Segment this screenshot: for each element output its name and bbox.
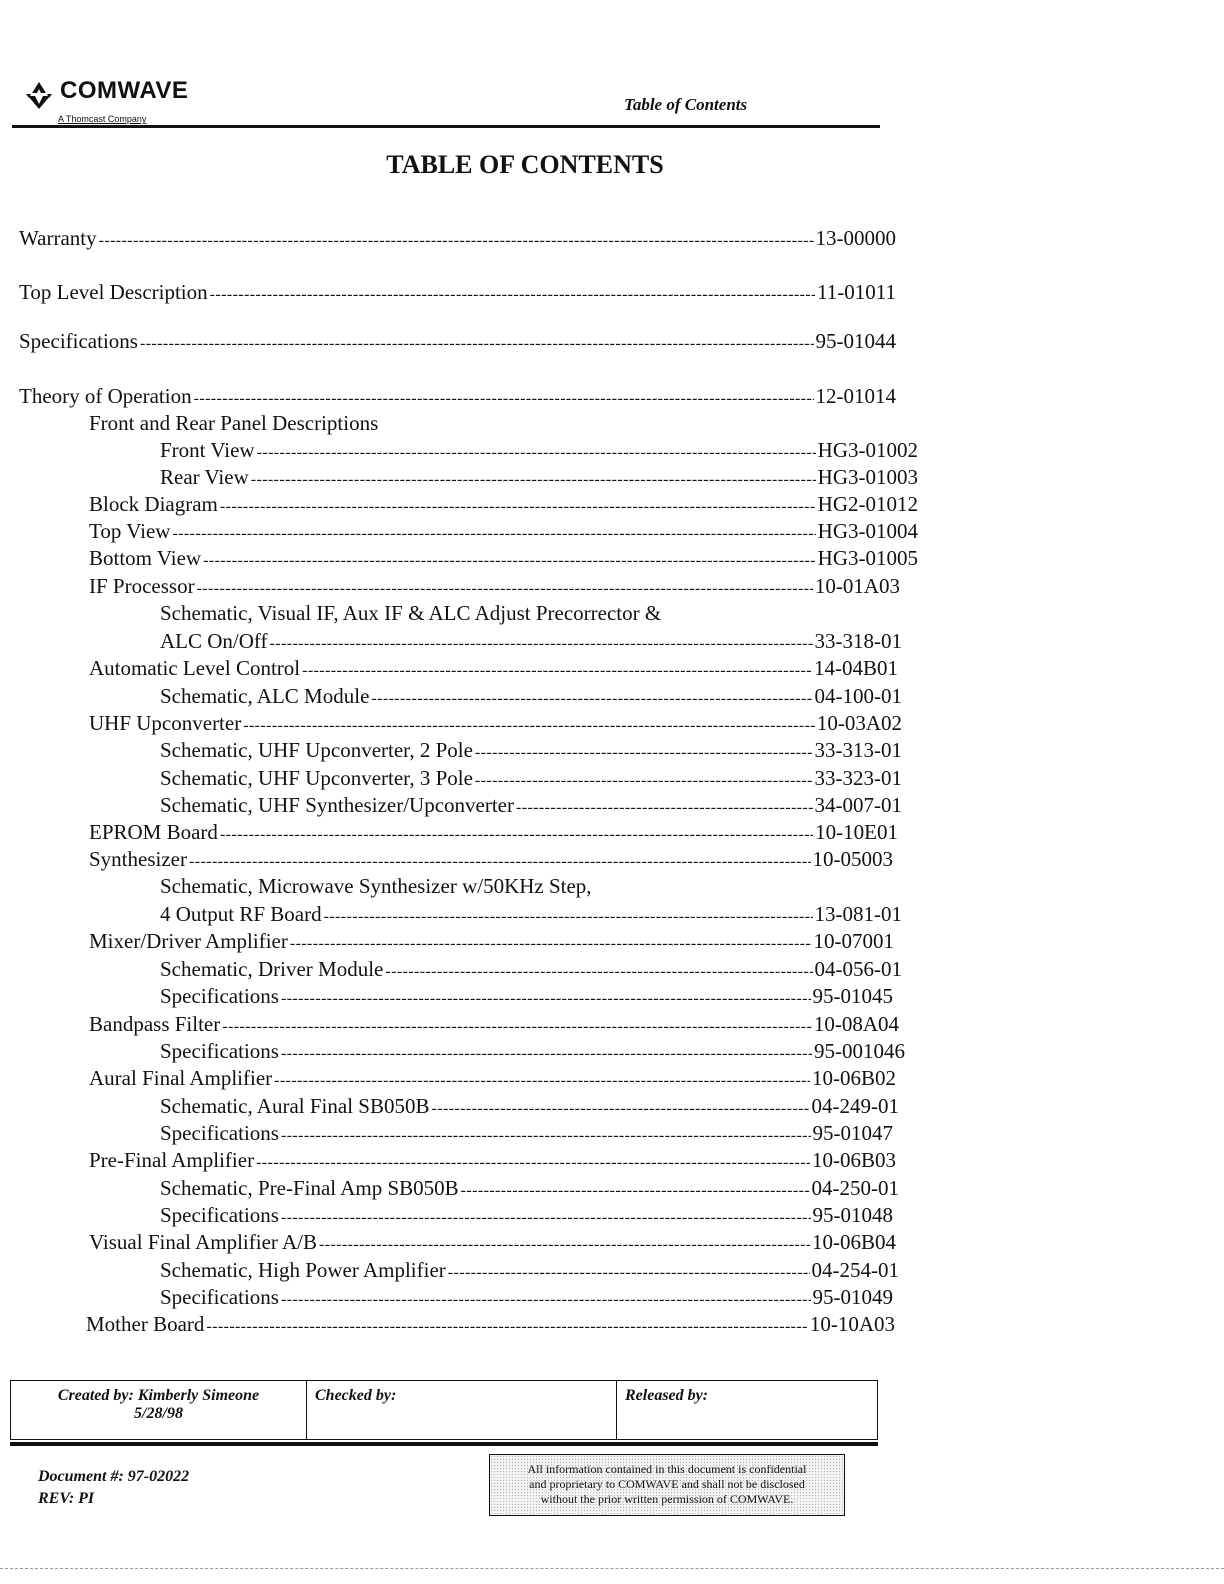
toc-entry-title: Automatic Level Control — [89, 656, 301, 680]
toc-leader-dashes — [222, 1017, 812, 1037]
toc-entry-code: 10-01A03 — [814, 574, 900, 598]
toc-leader-dashes — [431, 1099, 809, 1119]
toc-entry-code: 95-001046 — [814, 1039, 905, 1063]
brand-name: COMWAVE — [60, 77, 189, 104]
confidential-line: and proprietary to COMWAVE and shall not be disclosed — [529, 1477, 805, 1491]
toc-leader-dashes — [243, 716, 815, 736]
toc-leader-dashes — [251, 470, 816, 490]
toc-entry — [160, 1175, 899, 1202]
toc-entry — [160, 901, 902, 928]
released-by-cell — [617, 1381, 877, 1439]
toc-entry — [160, 683, 902, 710]
toc-leader-dashes — [274, 1071, 810, 1091]
toc-entry-title: Schematic, Pre-Final Amp SB050B — [160, 1176, 459, 1200]
toc-entry — [160, 873, 592, 900]
toc-entry — [160, 792, 902, 819]
toc-entry — [160, 437, 918, 464]
toc-entry-code: 13-081-01 — [814, 902, 902, 926]
toc-entry — [89, 410, 378, 437]
toc-entry-code: 95-01048 — [812, 1203, 893, 1227]
created-date: 5/28/98 — [134, 1405, 183, 1422]
toc-leader-dashes — [99, 231, 814, 251]
toc-entry-title: Mother Board — [86, 1312, 205, 1336]
toc-entry — [89, 846, 893, 873]
toc-leader-dashes — [281, 1126, 811, 1146]
toc-entry-title: Front and Rear Panel Descriptions — [89, 411, 379, 435]
toc-leader-dashes — [140, 334, 814, 354]
toc-entry-title: Top Level Description — [19, 280, 208, 304]
toc-entry-title: Top View — [89, 519, 171, 543]
toc-entry-code: 10-10E01 — [815, 820, 898, 844]
toc-entry-code: HG2-01012 — [817, 492, 918, 516]
toc-entry-title: IF Processor — [89, 574, 195, 598]
toc-leader-dashes — [197, 579, 813, 599]
toc-entry-code: 10-07001 — [813, 929, 894, 953]
toc-entry-title: Theory of Operation — [19, 384, 192, 408]
toc-entry — [160, 956, 902, 983]
toc-entry-title: Schematic, Driver Module — [160, 957, 384, 981]
toc-entry — [160, 1093, 899, 1120]
released-by-label: Released by: — [625, 1387, 709, 1404]
toc-entry-code: 13-00000 — [815, 226, 896, 250]
toc-entry — [89, 573, 900, 600]
toc-leader-dashes — [324, 907, 813, 927]
toc-entry-code: 10-06B03 — [812, 1148, 896, 1172]
toc-leader-dashes — [281, 989, 811, 1009]
toc-leader-dashes — [319, 1235, 810, 1255]
toc-entry-code: 12-01014 — [815, 384, 896, 408]
toc-entry-title: UHF Upconverter — [89, 711, 242, 735]
toc-entry-title: ALC On/Off — [160, 629, 268, 653]
toc-entry — [19, 279, 896, 306]
toc-leader-dashes — [270, 634, 813, 654]
toc-entry-title: Warranty — [19, 226, 97, 250]
confidential-line: All information contained in this document is confidential — [527, 1462, 807, 1476]
toc-entry-code: 10-06B02 — [812, 1066, 896, 1090]
toc-entry-code: 33-318-01 — [814, 629, 902, 653]
toc-leader-dashes — [281, 1044, 812, 1064]
document-revision: REV: PI — [38, 1490, 95, 1507]
toc-leader-dashes — [290, 934, 812, 954]
toc-entry-title: Specifications — [160, 984, 279, 1008]
toc-entry — [160, 1257, 899, 1284]
toc-entry — [160, 983, 893, 1010]
toc-entry-title: Specifications — [160, 1039, 279, 1063]
toc-entry-title: Specifications — [160, 1121, 279, 1145]
toc-entry — [160, 600, 661, 627]
toc-entry — [19, 383, 896, 410]
toc-entry — [160, 737, 902, 764]
toc-entry — [89, 1147, 896, 1174]
toc-entry — [89, 710, 902, 737]
toc-entry-code: 95-01049 — [812, 1285, 893, 1309]
toc-entry-title: Schematic, Aural Final SB050B — [160, 1094, 430, 1118]
toc-entry-title: Schematic, Microwave Synthesizer w/50KHz Step, — [160, 874, 592, 898]
toc-leader-dashes — [281, 1208, 811, 1228]
toc-entry-title: Aural Final Amplifier — [89, 1066, 273, 1090]
page-bottom-rule — [0, 1568, 1224, 1569]
toc-entry-code: 04-254-01 — [811, 1258, 899, 1282]
toc-entry-code: 33-313-01 — [814, 738, 902, 762]
toc-leader-dashes — [194, 389, 814, 409]
confidential-line: without the prior written permission of COMWAVE. — [540, 1492, 794, 1506]
footer-divider — [10, 1442, 878, 1446]
toc-leader-dashes — [210, 285, 815, 305]
toc-entry-code: 11-01011 — [817, 280, 896, 304]
toc-entry — [160, 464, 918, 491]
toc-leader-dashes — [461, 1181, 810, 1201]
created-by-cell — [11, 1381, 307, 1439]
toc-entry-code: HG3-01004 — [817, 519, 918, 543]
toc-leader-dashes — [371, 689, 812, 709]
toc-entry-title: Schematic, High Power Amplifier — [160, 1258, 446, 1282]
toc-entry-code: 10-03A02 — [816, 711, 902, 735]
toc-entry-title: Schematic, Visual IF, Aux IF & ALC Adjust Precorrector & — [160, 601, 662, 625]
toc-entry — [89, 1065, 896, 1092]
toc-entry-title: 4 Output RF Board — [160, 902, 322, 926]
toc-entry-code: HG3-01002 — [817, 438, 918, 462]
toc-entry-title: Pre-Final Amplifier — [89, 1148, 255, 1172]
toc-entry-code: 95-01045 — [812, 984, 893, 1008]
header-section-title: Table of Contents — [624, 95, 748, 114]
toc-entry-title: EPROM Board — [89, 820, 218, 844]
document-number: Document #: 97-02022 — [38, 1468, 190, 1485]
toc-entry — [160, 1120, 893, 1147]
toc-entry — [160, 1038, 905, 1065]
toc-entry — [89, 518, 918, 545]
toc-entry-title: Block Diagram — [89, 492, 218, 516]
toc-entry-title: Visual Final Amplifier A/B — [89, 1230, 317, 1254]
toc-entry-code: 95-01047 — [812, 1121, 893, 1145]
toc-leader-dashes — [220, 825, 813, 845]
checked-by-label: Checked by: — [315, 1387, 397, 1404]
toc-entry — [89, 819, 898, 846]
toc-entry — [89, 928, 894, 955]
toc-entry-code: HG3-01005 — [817, 546, 918, 570]
toc-entry — [160, 628, 902, 655]
toc-entry-title: Front View — [160, 438, 255, 462]
toc-leader-dashes — [256, 1153, 810, 1173]
toc-leader-dashes — [448, 1263, 810, 1283]
toc-entry-code: 10-10A03 — [809, 1312, 895, 1336]
toc-entry-code: 10-06B04 — [812, 1230, 896, 1254]
toc-leader-dashes — [257, 443, 816, 463]
page-title: TABLE OF CONTENTS — [386, 150, 664, 179]
toc-leader-dashes — [220, 497, 816, 517]
document-info — [38, 1466, 189, 1510]
confidentiality-notice — [489, 1454, 845, 1516]
toc-entry-title: Specifications — [19, 329, 138, 353]
toc-entry — [86, 1311, 895, 1338]
toc-leader-dashes — [281, 1290, 811, 1310]
toc-entry-code: 95-01044 — [815, 329, 896, 353]
toc-entry-code: 34-007-01 — [814, 793, 902, 817]
toc-entry-code: 04-100-01 — [814, 684, 902, 708]
toc-entry-title: Bandpass Filter — [89, 1012, 221, 1036]
toc-entry-code: 04-056-01 — [814, 957, 902, 981]
toc-entry — [160, 1284, 893, 1311]
toc-entry — [89, 655, 898, 682]
toc-leader-dashes — [172, 524, 815, 544]
toc-leader-dashes — [385, 962, 812, 982]
signature-block — [10, 1380, 878, 1440]
toc-leader-dashes — [516, 798, 813, 818]
toc-entry-title: Specifications — [160, 1203, 279, 1227]
toc-leader-dashes — [203, 551, 816, 571]
toc-entry — [160, 1202, 893, 1229]
toc-entry — [89, 1011, 899, 1038]
toc-entry-title: Mixer/Driver Amplifier — [89, 929, 288, 953]
toc-entry — [19, 225, 896, 252]
toc-entry — [19, 328, 896, 355]
toc-entry-code: 10-08A04 — [813, 1012, 899, 1036]
checked-by-cell — [307, 1381, 617, 1439]
toc-entry — [160, 765, 902, 792]
toc-entry-code: HG3-01003 — [817, 465, 918, 489]
brand-subtitle: A Thomcast Company — [58, 114, 147, 124]
toc-entry-code: 10-05003 — [812, 847, 893, 871]
toc-entry-code: 14-04B01 — [814, 656, 898, 680]
toc-leader-dashes — [302, 661, 812, 681]
toc-entry-title: Specifications — [160, 1285, 279, 1309]
toc-entry-title: Synthesizer — [89, 847, 187, 871]
toc-leader-dashes — [189, 852, 811, 872]
toc-leader-dashes — [475, 771, 813, 791]
toc-entry-code: 33-323-01 — [814, 766, 902, 790]
toc-entry — [89, 545, 918, 572]
toc-entry-title: Rear View — [160, 465, 249, 489]
toc-leader-dashes — [475, 743, 813, 763]
toc-entry — [89, 1229, 896, 1256]
toc-entry — [89, 491, 918, 518]
toc-leader-dashes — [206, 1317, 807, 1337]
toc-entry-title: Schematic, UHF Synthesizer/Upconverter — [160, 793, 514, 817]
toc-entry-title: Schematic, UHF Upconverter, 3 Pole — [160, 766, 473, 790]
toc-entry-title: Bottom View — [89, 546, 202, 570]
toc-entry-title: Schematic, UHF Upconverter, 2 Pole — [160, 738, 473, 762]
toc-entry-code: 04-249-01 — [811, 1094, 899, 1118]
toc-entry-code: 04-250-01 — [811, 1176, 899, 1200]
toc-entry-title: Schematic, ALC Module — [160, 684, 370, 708]
created-by-label: Created by: Kimberly Simeone — [57, 1387, 260, 1404]
